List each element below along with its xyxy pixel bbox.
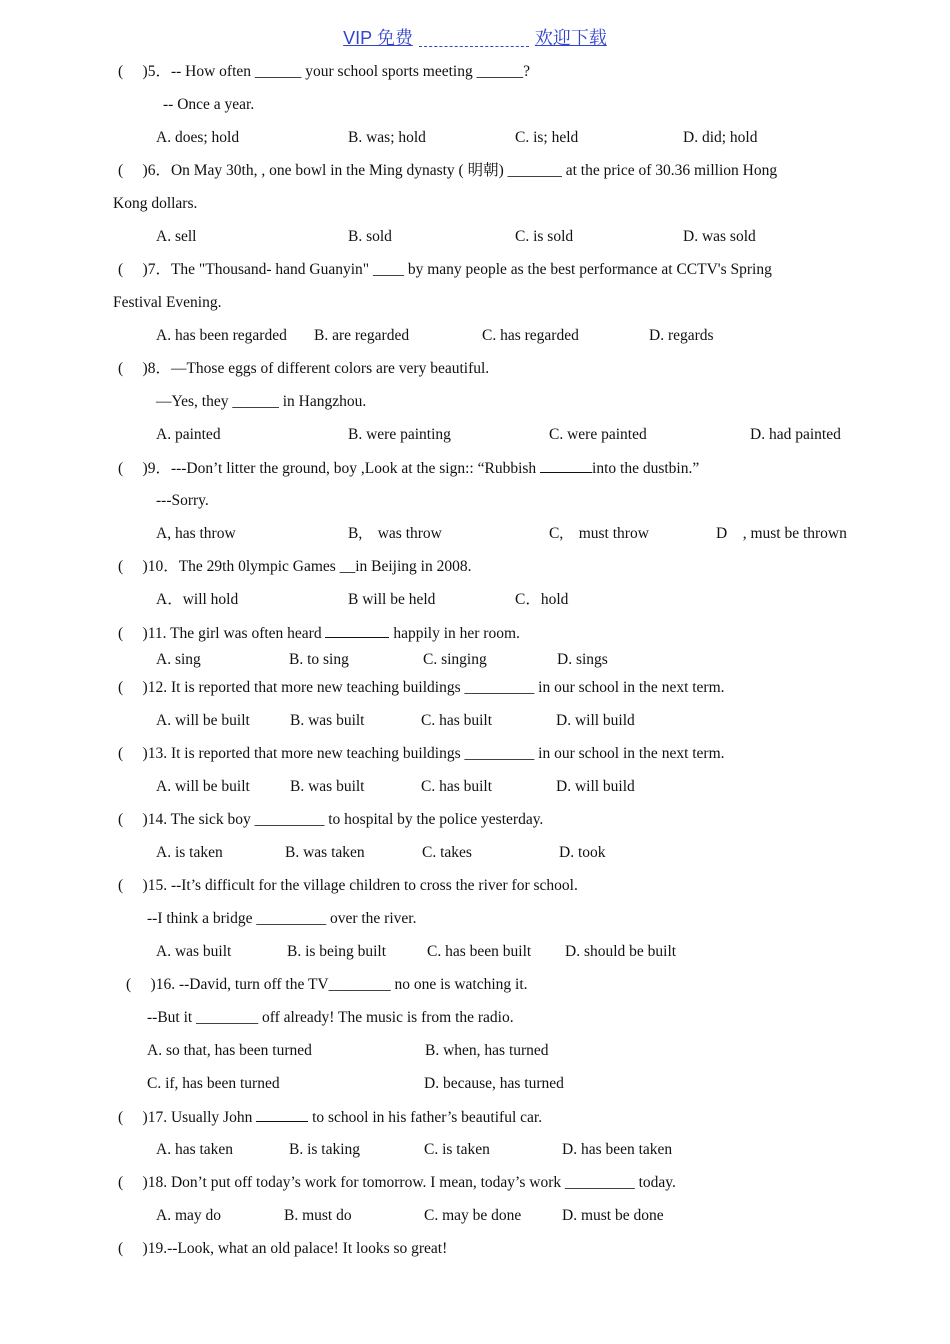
question-11-blank — [325, 623, 389, 638]
question-17-option-a: A. has taken — [156, 1141, 234, 1158]
header-vip-label: VIP 免费 — [343, 28, 413, 48]
question-17-option-c: C. is taken — [424, 1141, 490, 1158]
question-17-stem — [118, 1107, 542, 1128]
question-11-option-d: D. sings — [557, 651, 608, 668]
question-14-option-a: A. is taken — [156, 844, 223, 861]
question-5-stem: ( )5．-- How often ______ your school sports meeting ______? — [118, 63, 530, 80]
question-9-stem-end: into the dustbin.” — [592, 460, 700, 477]
question-14-option-d: D. took — [559, 844, 606, 861]
question-14-option-b: B. was taken — [285, 844, 365, 861]
question-6-stem-continued: Kong dollars. — [113, 195, 198, 212]
question-7-stem-continued: Festival Evening. — [113, 294, 222, 311]
header-dashed-line — [419, 32, 529, 47]
question-17-stem-end: to school in his father’s beautiful car. — [308, 1109, 543, 1126]
question-9-option-d: D , must be thrown — [716, 525, 847, 542]
question-14-stem: ( )14. The sick boy _________ to hospital by the police yesterday. — [118, 811, 544, 828]
question-9-stem — [118, 458, 699, 479]
question-8-option-d: D. had painted — [750, 426, 841, 443]
question-18-option-a: A. may do — [156, 1207, 222, 1224]
question-8-reply: —Yes, they ______ in Hangzhou. — [156, 393, 367, 410]
question-9-stem-start: ( )9．---Don’t litter the ground, boy ,Look at the sign:: “Rubbish — [118, 460, 541, 477]
question-19-stem: ( )19.--Look, what an old palace! It looks so great! — [118, 1240, 448, 1257]
question-11-option-c: C. singing — [423, 651, 487, 668]
question-11-option-b: B. to sing — [289, 651, 349, 668]
question-11-option-a: A. sing — [156, 651, 201, 668]
question-8-option-c: C. were painted — [549, 426, 647, 443]
question-8-stem: ( )8．—Those eggs of different colors are very beautiful. — [118, 360, 490, 377]
question-8-option-b: B. were painting — [348, 426, 451, 443]
question-17-option-b: B. is taking — [289, 1141, 361, 1158]
question-12-option-b: B. was built — [290, 712, 365, 729]
question-16-option-c: C. if, has been turned — [147, 1075, 280, 1092]
question-5-option-a: A. does; hold — [156, 129, 240, 146]
question-9-option-a: A, has throw — [156, 525, 236, 542]
question-7-option-c: C. has regarded — [482, 327, 579, 344]
question-16-reply: --But it ________ off already! The music is from the radio. — [147, 1009, 514, 1026]
question-10-option-b: B will be held — [348, 591, 436, 608]
question-7-option-d: D. regards — [649, 327, 714, 344]
question-15-stem: ( )15. --It’s difficult for the village children to cross the river for school. — [118, 877, 578, 894]
question-18-option-d: D. must be done — [562, 1207, 664, 1224]
question-9-option-c: C, must throw — [549, 525, 649, 542]
question-5-option-c: C. is; held — [515, 129, 579, 146]
question-13-option-c: C. has built — [421, 778, 493, 795]
question-16-option-b: B. when, has turned — [425, 1042, 549, 1059]
question-10-stem: ( )10．The 29th 0lympic Games __in Beijing in 2008. — [118, 558, 472, 575]
question-13-option-d: D. will build — [556, 778, 635, 795]
question-8-option-a: A. painted — [156, 426, 221, 443]
question-15-option-a: A. was built — [156, 943, 232, 960]
question-18-stem: ( )18. Don’t put off today’s work for tomorrow. I mean, today’s work _________ today. — [118, 1174, 676, 1191]
question-6-stem: ( )6．On May 30th, , one bowl in the Ming dynasty ( 明朝) _______ at the price of 30.36 million Hong — [118, 162, 778, 179]
header-download-label: 欢迎下载 — [534, 28, 607, 48]
question-15-option-d: D. should be built — [565, 943, 677, 960]
question-16-stem: ( )16. --David, turn off the TV________ no one is watching it. — [126, 976, 528, 993]
question-15-reply: --I think a bridge _________ over the river. — [147, 910, 417, 927]
question-9-option-b: B, was throw — [348, 525, 442, 542]
question-17-blank — [256, 1107, 308, 1122]
question-15-option-c: C. has been built — [427, 943, 532, 960]
question-5-reply: -- Once a year. — [163, 96, 255, 113]
question-14-option-c: C. takes — [422, 844, 472, 861]
question-13-stem: ( )13. It is reported that more new teaching buildings _________ in our school in the next term. — [118, 745, 725, 762]
question-10-option-a: A．will hold — [156, 591, 239, 608]
question-16-option-d: D. because, has turned — [424, 1075, 564, 1092]
question-9-blank — [540, 458, 592, 473]
question-10-option-c: C．hold — [515, 591, 569, 608]
question-6-option-a: A. sell — [156, 228, 197, 245]
question-16-option-a: A. so that, has been turned — [147, 1042, 312, 1059]
question-17-stem-start: ( )17. Usually John — [118, 1109, 257, 1126]
question-12-option-d: D. will build — [556, 712, 635, 729]
question-11-stem — [118, 623, 520, 644]
question-9-reply: ---Sorry. — [156, 492, 209, 509]
question-13-option-a: A. will be built — [156, 778, 250, 795]
question-6-option-d: D. was sold — [683, 228, 756, 245]
question-12-option-a: A. will be built — [156, 712, 250, 729]
page-header — [0, 24, 950, 50]
question-13-option-b: B. was built — [290, 778, 365, 795]
question-7-option-a: A. has been regarded — [156, 327, 287, 344]
question-5-option-b: B. was; hold — [348, 129, 426, 146]
question-7-option-b: B. are regarded — [314, 327, 410, 344]
question-11-stem-end: happily in her room. — [389, 625, 520, 642]
question-18-option-b: B. must do — [284, 1207, 352, 1224]
question-15-option-b: B. is being built — [287, 943, 387, 960]
question-5-option-d: D. did; hold — [683, 129, 758, 146]
question-7-stem: ( )7．The "Thousand- hand Guanyin" ____ by many people as the best performance at CCTV's Spring — [118, 261, 772, 278]
question-18-option-c: C. may be done — [424, 1207, 522, 1224]
question-6-option-b: B. sold — [348, 228, 392, 245]
question-17-option-d: D. has been taken — [562, 1141, 673, 1158]
question-6-option-c: C. is sold — [515, 228, 574, 245]
question-12-option-c: C. has built — [421, 712, 493, 729]
question-12-stem: ( )12. It is reported that more new teaching buildings _________ in our school in the next term. — [118, 679, 725, 696]
question-11-stem-start: ( )11. The girl was often heard — [118, 625, 326, 642]
